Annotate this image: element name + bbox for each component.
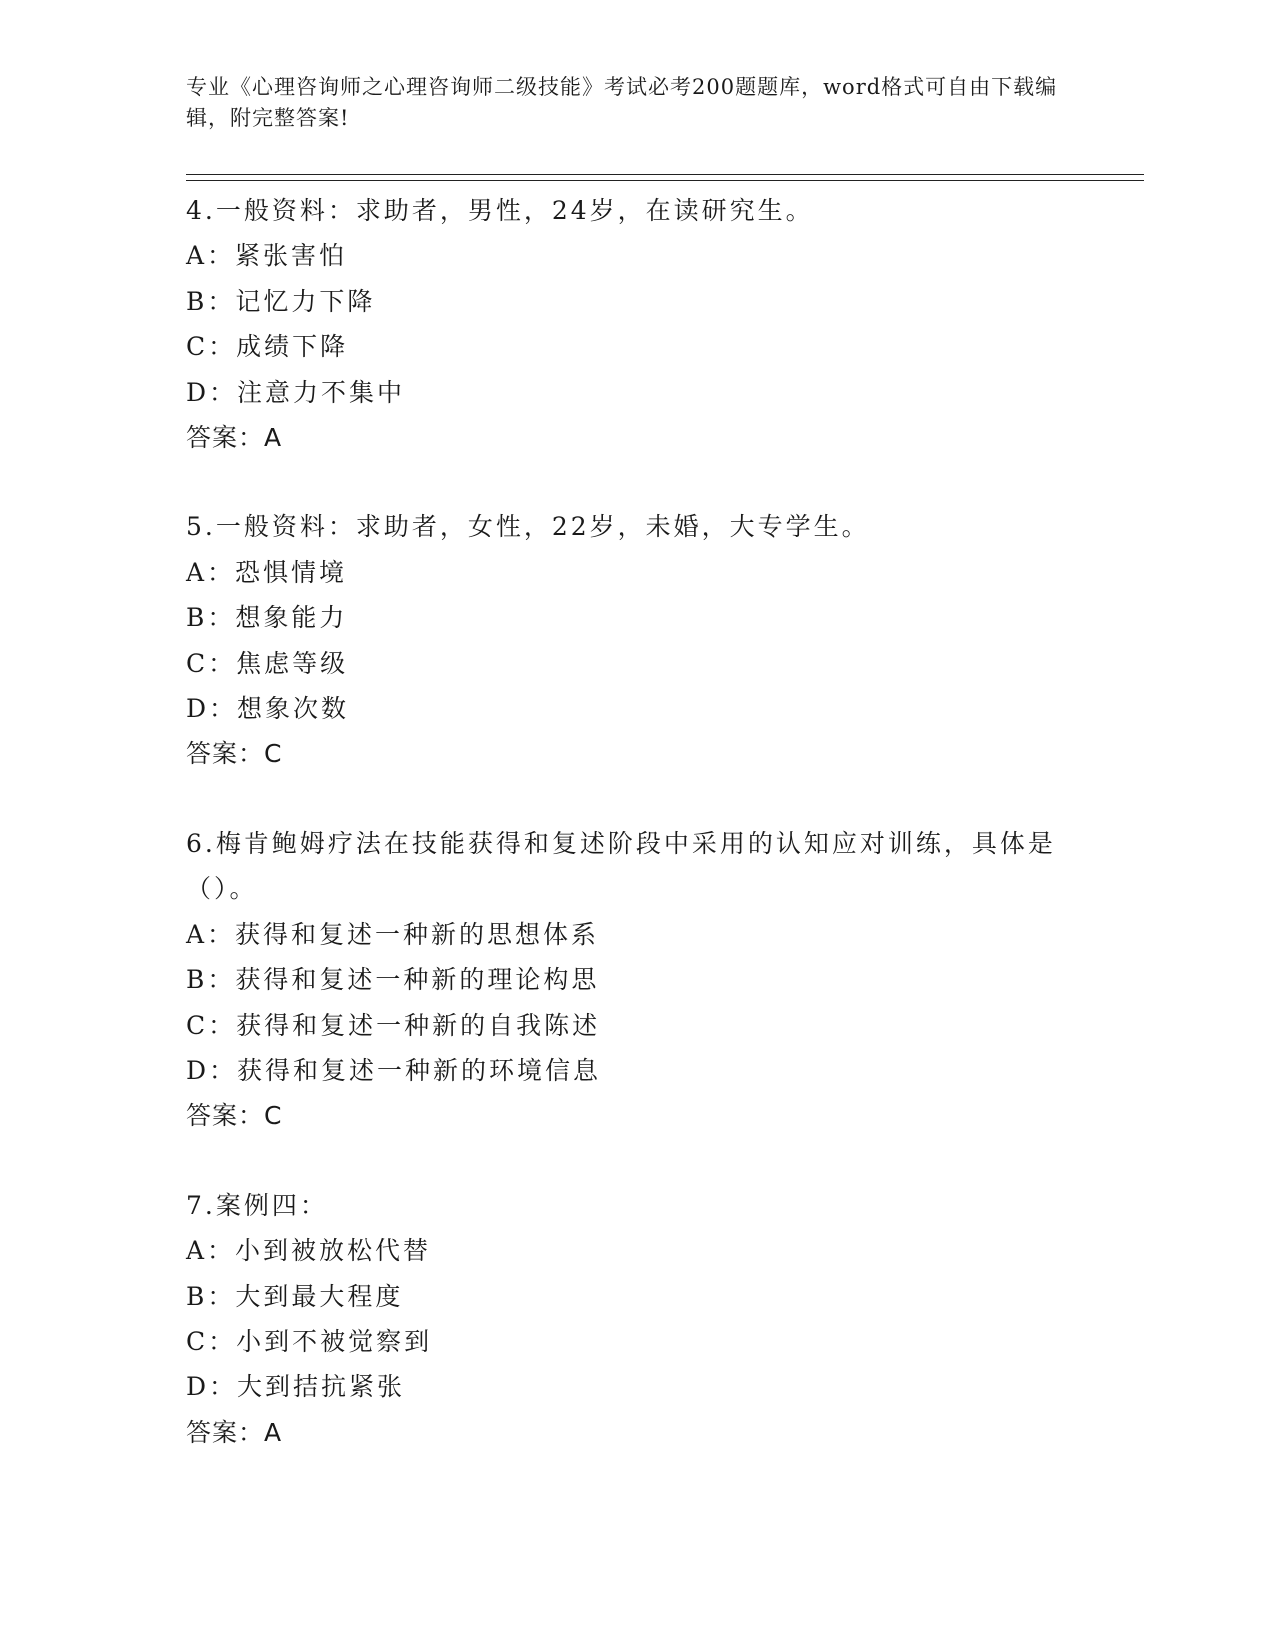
question-stem: 5.一般资料：求助者，女性，22岁，未婚，大专学生。	[186, 512, 870, 542]
option-a: A：获得和复述一种新的思想体系	[186, 919, 600, 949]
option-c: C：小到不被觉察到	[186, 1326, 433, 1356]
option-b: B：想象能力	[186, 603, 348, 633]
question-stem: 6.梅肯鲍姆疗法在技能获得和复述阶段中采用的认知应对训练，具体是（）。	[186, 828, 1056, 904]
question-5	[186, 504, 1086, 776]
question-4	[186, 188, 1086, 460]
option-c: C：获得和复述一种新的自我陈述	[186, 1010, 601, 1040]
option-d: D：获得和复述一种新的环境信息	[186, 1055, 602, 1085]
answer: 答案：A	[186, 423, 283, 453]
question-stem: 7.案例四：	[186, 1190, 328, 1220]
option-c: C：焦虑等级	[186, 648, 349, 678]
option-c: C：成绩下降	[186, 332, 349, 362]
option-d: D：大到拮抗紧张	[186, 1372, 406, 1402]
option-b: B：大到最大程度	[186, 1281, 404, 1311]
option-d: D：想象次数	[186, 694, 350, 724]
option-d: D：注意力不集中	[186, 377, 406, 407]
answer: 答案：C	[186, 739, 283, 769]
answer: 答案：C	[186, 1101, 283, 1131]
option-a: A：紧张害怕	[186, 241, 348, 271]
question-6	[186, 821, 1086, 1139]
option-a: A：小到被放松代替	[186, 1236, 432, 1266]
header-divider-bottom	[186, 180, 1144, 181]
document-header: 专业《心理咨询师之心理咨询师二级技能》考试必考200题题库，word格式可自由下载编辑，附完整答案!	[186, 75, 1058, 130]
question-7	[186, 1183, 1086, 1455]
option-a: A：恐惧情境	[186, 557, 348, 587]
option-b: B：记忆力下降	[186, 286, 376, 316]
header-divider-top	[186, 174, 1144, 175]
question-stem: 4.一般资料：求助者，男性，24岁，在读研究生。	[186, 196, 814, 225]
question-list	[186, 188, 1086, 1499]
option-b: B：获得和复述一种新的理论构思	[186, 965, 600, 995]
answer: 答案：A	[186, 1417, 283, 1447]
